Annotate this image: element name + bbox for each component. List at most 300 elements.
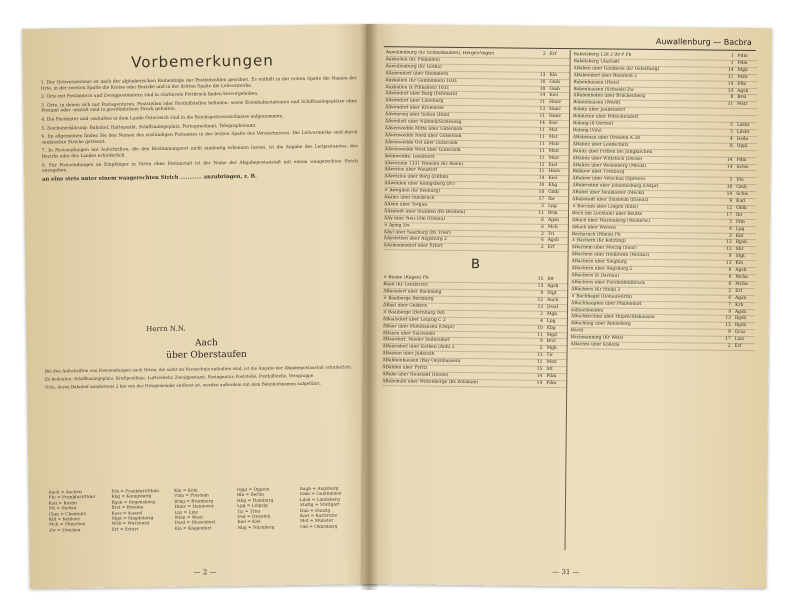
district-code: Pdm (736, 157, 747, 163)
district-code: Mgb (737, 67, 748, 73)
zone-number: 6 (541, 217, 544, 223)
district-code: Pdm (737, 60, 748, 66)
zone-number: 15 (536, 366, 543, 372)
place-name: ΔAzmannsdorf über Erfurt (383, 243, 443, 250)
zone-number: 14 (727, 67, 734, 73)
zone-number: 13 (536, 353, 543, 359)
place-name: ΔBaar über Mühlhausen (Ostpr) (382, 323, 455, 330)
zone-number: 11 (536, 359, 543, 366)
abbreviation-entry: Aach = Aachen (48, 490, 82, 496)
district-code: Kln (735, 261, 744, 267)
district-code: Lpg (548, 203, 557, 209)
zone-number: 14 (539, 93, 546, 99)
district-code: Sbr (735, 247, 744, 253)
place-name: ΔBabstadt über Sinsheim (Elsenz) (572, 197, 649, 203)
district-code: Hnnv (549, 114, 562, 120)
zone-number: 6 (728, 281, 732, 287)
zone-number: 11 (727, 102, 734, 108)
directory-row (382, 379, 566, 388)
zone-number (722, 171, 732, 177)
place-name: ΔAvendorf über Kroienese (385, 105, 444, 112)
district-code: Mst (548, 134, 558, 140)
zone-number: 2 (542, 51, 546, 57)
district-code: Kbl (735, 233, 744, 239)
paragraph: 4. Die Postämter und -anstalten in dem Lande Österreich sind in die Reichspostverzeichnisse aufgenommen. (41, 114, 284, 123)
place-name: ΔBaasen über Jüderath (382, 351, 435, 357)
zone-number: 7 (728, 302, 732, 308)
district-code: Kbg (546, 325, 556, 331)
place-name: Bachmanning (Kr Wels) (570, 335, 624, 341)
district-code: Stt (547, 277, 554, 283)
district-code: Hnnv (549, 100, 562, 106)
place-name: Babing (Vils) (572, 128, 602, 134)
paragraph: Bei den Aufschriften von Postsendungen nach Orten, die nicht im Verzeichnis enthalten sind, ist die Angabe der Abgabepostanstalt erforderlich. (44, 364, 353, 374)
abbreviation-entry: Chm = Chemnitz (48, 511, 87, 518)
district-code: Agsb (547, 238, 559, 244)
district-code: Lpg (546, 318, 556, 324)
place-name: Babelsberg 128 2 99 P Fh (573, 52, 632, 58)
zone-number (723, 116, 733, 122)
place-name: ΔAxstedt über Stubben (Bz Bremen) (384, 209, 466, 215)
district-code (732, 171, 756, 177)
district-code: Erf (549, 51, 557, 57)
directory-column-right (571, 52, 758, 351)
abbreviation-entry: Tir = Trier (237, 509, 261, 515)
zone-number: 14 (727, 81, 734, 87)
abbreviation-entry: Kbl = Koblenz (48, 517, 80, 523)
place-name: ΔBachhaupten über Pfullendorf (571, 300, 642, 307)
district-code: Mstr (546, 360, 558, 366)
abbreviation-entry: Kla = Klagenfurt (174, 526, 212, 532)
stroke-instruction: an eine stets unter einem waagerechten Strich ............ anzubringen, z. B. (42, 173, 257, 183)
abbreviation-entry: Stuttg = Stuttgart (299, 502, 340, 509)
paragraph: 5. Zeichenerklärung: Bahnhof, Haltepunkt, Schiffsanlegeplatz, Fernsprechamt, Telegraphenamt. (41, 123, 257, 132)
zone-number: 1 (730, 53, 734, 59)
zone-number: 11 (538, 155, 545, 161)
zone-number: 6 (728, 274, 732, 280)
abbreviation-entry: Old = Oldenburg (300, 524, 338, 530)
district-code: Tri (547, 231, 555, 237)
district-code: Rgsb (734, 323, 747, 329)
district-code: Kiel (548, 176, 558, 182)
running-head: Auwallenburg — Bacbra (655, 37, 752, 48)
zone-number: 13 (727, 88, 734, 94)
abbreviation-entry: Dsd = Dresden (237, 514, 271, 520)
zone-number: 11 (539, 141, 545, 147)
abbreviation-entry: Lpg = Leipzig (237, 503, 268, 510)
place-name: Auxkallen (x Pillkallen) 1031 (385, 84, 450, 91)
zone-number: 2 (540, 245, 544, 251)
abbreviation-entry: Mgd = Magdeburg (111, 516, 154, 522)
zone-number: 6 (728, 267, 732, 273)
place-name: Babenhausen (Schwab) Zw (573, 86, 634, 93)
place-name: ΔBaalsdorf über Leipzig C 2 (382, 316, 446, 323)
district-code: Mstr (737, 102, 748, 108)
zone-number: 6 (540, 238, 544, 244)
abbreviation-entry: Wzb = Würzburg (111, 521, 150, 528)
zone-number: 6 (541, 224, 544, 230)
zone-number: 11 (538, 169, 545, 175)
district-code: Graz (734, 330, 746, 336)
zone-number: 8 (730, 95, 734, 101)
district-code: Stt (546, 366, 553, 373)
place-name: ΔBabe über Neustadt (Dosse) (382, 372, 449, 378)
place-name: ΔAy über Neu-Ulm (Donau) (383, 215, 446, 222)
page-number-right: — 31 — (552, 567, 580, 577)
place-name: Babelsberg Ufastadt (573, 59, 620, 65)
directory-row (571, 342, 755, 351)
place-name: ΔAvenwedde Nord über Gütersloh (384, 133, 462, 139)
abbreviation-entry: Ffo = Frankfurt/Oder (48, 495, 96, 501)
intro-text (41, 76, 358, 186)
place-name: ΔBachern über Siegburg (571, 259, 627, 265)
place-name: Auwallenburg (Kr Schmalkalden), Herges-Vogtei (385, 50, 495, 57)
district-code: Ibr (548, 196, 555, 202)
place-name: ΔAvenloft über Nübbell/Schleswig (384, 119, 462, 126)
zone-number: 11 (539, 127, 545, 133)
district-code: Kiel (549, 93, 558, 99)
zone-number: 14 (726, 164, 733, 170)
zone-number: 12 (726, 205, 733, 211)
place-name: Axams über Innsbruck (384, 195, 435, 201)
page-number-left: — 2 — (193, 568, 217, 577)
abbreviation-entry: Stt = Stettin (48, 506, 77, 512)
place-name: ΔAuxendorf über Stemmern (385, 70, 449, 77)
place-name: ΔBachern über Augsburg 2 (571, 266, 633, 272)
district-code: Ffo (736, 178, 744, 184)
abbreviation-entry: Oppl = Oppeln (236, 487, 270, 493)
zone-number: 14 (538, 176, 545, 182)
district-code: Mgb (546, 346, 557, 352)
place-name: Babkow über Treuburg (572, 169, 625, 176)
district-code (546, 66, 570, 72)
zone-number: 11 (537, 332, 543, 338)
abbreviation-entry: Hbg = Hamburg (237, 498, 274, 504)
zone-number: 13 (726, 247, 732, 253)
place-name: ΔBachern (Kr Stolp) 2 (571, 286, 621, 293)
abbreviation-entry: Pdm = Potsdam (174, 493, 209, 500)
zone-number: 10 (537, 325, 543, 331)
district-code (733, 109, 757, 115)
zone-number: 17 (538, 196, 545, 202)
paragraph: 2. Orte mit Postämtern und Zweigpostämtern sind in stärkerem Fettdruck finden hervorgehoben. (40, 91, 259, 100)
paragraph: 8. Für Postsendungen an Empfänger in Orten ohne Postanstalt ist der Name der Abgabepostanstalt mit einem waagerechten Strich anzugeben. (41, 158, 358, 174)
district-code: Stgt (547, 290, 557, 297)
place-name: ΔAvenwedde Mitte über Gütersloh (384, 126, 463, 132)
zone-number: 5 (730, 122, 733, 128)
district-code: Mch (547, 224, 558, 230)
abbreviation-entry: Hnnv = Hannover (174, 504, 214, 510)
zone-number: 5 (730, 129, 733, 135)
zone-number: 11 (539, 100, 546, 106)
place-name: ΔAvendorf über Lüneburg (385, 98, 444, 105)
zone-number: 9 (727, 330, 731, 336)
abbreviation-entry: Nbg = Nürnberg (237, 525, 275, 531)
place-name: ΔBaardorf, Nieder Seifersdorf (382, 337, 450, 344)
district-code: Ldsht (736, 122, 750, 129)
zone-number: 12 (538, 162, 545, 168)
abbreviation-entry: Augb = Augsburg (299, 486, 339, 493)
zone-number: 9 (729, 198, 733, 204)
district-code: Pdm (546, 380, 557, 386)
zone-number: 2 (540, 231, 544, 237)
place-name: ΔBachra über Kölleda (570, 342, 620, 348)
district-code: Agsb (737, 88, 749, 94)
place-name: ΔAystetten über Augsburg 2 (383, 236, 447, 243)
place-name: ΔBaarn über Salzwedel (382, 330, 435, 337)
left-page (22, 24, 378, 589)
district-code: Brsl (546, 339, 556, 345)
district-code: Mst (548, 127, 558, 133)
place-name: ΔBabitz über Wesenberg (Meckl) (572, 162, 647, 169)
abbreviation-entry: Kln = Köln (174, 488, 198, 494)
zone-number (536, 66, 546, 72)
zone-number: 13 (725, 323, 731, 329)
zone-number: 14 (536, 380, 543, 386)
directory-row (384, 244, 568, 253)
district-code: Rgsb (735, 240, 747, 246)
district-code: Rgsb (734, 316, 747, 322)
abbreviation-entry: Kiel = Kiel (237, 520, 261, 526)
zone-number: 10 (726, 184, 733, 191)
place-name: ΔBabbin über Pyritz (382, 365, 428, 371)
place-name: ΔBachern (b Dachau) (571, 273, 620, 279)
abbreviation-entry: Bln = Berlin (236, 492, 264, 499)
zone-number: 11 (539, 134, 545, 140)
district-code: Gmb (736, 185, 747, 191)
place-name: ΔBabrosten über Johannisburg (Ostpr) (572, 183, 659, 190)
zone-number: 13 (539, 72, 546, 78)
abbreviation-entry: Kbg = Königsberg (111, 494, 152, 501)
district-code: Mstr (548, 155, 560, 161)
zone-number: 14 (726, 157, 733, 163)
zone-number: 5 (729, 178, 733, 184)
district-code: Erf (547, 245, 555, 251)
abbreviation-entry: Brsl = Breslau (111, 505, 144, 511)
place-name: ΔBabekuhl über Wittenberge (Bz Potsdam) (382, 379, 479, 386)
zone-number (536, 59, 546, 65)
place-name: ΔBaal über Geldern (383, 303, 428, 309)
place-name: ΔBach über Marienberg (Westerw) (571, 217, 650, 224)
district-code: Dsdn (736, 136, 749, 142)
place-name: ΔAvenwedde Ost über Gütersloh (384, 139, 458, 146)
district-code: Schw (736, 164, 749, 170)
place-name: ΔBabitz über Leobschütz (572, 141, 629, 148)
sample-address-name: Herrn N.N. (146, 324, 186, 334)
district-code: Gmb (549, 79, 560, 85)
district-code: Schw (736, 191, 749, 198)
legend-text (45, 364, 361, 393)
abbreviation-entry: Kslt = Koslin (48, 500, 77, 507)
zone-number: 5 (541, 203, 545, 209)
place-name: ΔBach über Wersen (571, 224, 616, 231)
place-name: ΔBaarsdorf über Kothen (Anh) 2 (382, 344, 455, 351)
district-code: Mgb (546, 311, 558, 317)
zone-number: 14 (539, 120, 545, 126)
place-name: ΔAxen über Torgau (384, 202, 428, 208)
place-name: ΔBachem über Merzig (Saar) (571, 245, 637, 252)
district-code: Kiel (548, 120, 558, 127)
district-code (546, 59, 570, 65)
abbreviation-entry: Brbg = Bromberg (174, 499, 214, 505)
paragraph: Es bedeuten: Schiffsanlegeplatz, Kraftpostlinie, Luftverkehr, Zweigpostamt, Postagentur, Poststelle, Posthilfstelle, Ortsgruppe. (44, 373, 315, 382)
zone-number: 8 (729, 143, 733, 149)
district-code: Ibr (735, 212, 743, 218)
abbreviation-entry: Dan = Danzig (299, 508, 331, 514)
place-name: ΔBachling über Abensberg (570, 321, 631, 328)
directory-column-left (382, 50, 570, 388)
district-code: Brm (548, 210, 558, 216)
place-name: × Bachhagel (Donauwörth) (571, 293, 633, 300)
district-code: Oppl (736, 143, 748, 149)
place-name: Bachl (570, 328, 584, 334)
zone-number: 11 (538, 210, 545, 216)
district-code: Lpg (735, 226, 745, 232)
sample-address-town: Aach (195, 338, 218, 349)
place-name: × Awegilen (Kr Seeburg) (384, 188, 441, 194)
district-code: Agsb (735, 295, 747, 301)
abbreviation-entry: Karl = Karlsruhe (300, 513, 338, 520)
district-code: Mchn (735, 281, 748, 287)
zone-number: 2 (728, 288, 732, 294)
place-name: ΔBachkirchen über Hilprechtshausen (570, 314, 655, 321)
place-name: ΔAvenwedde West über Gütersloh (384, 146, 461, 153)
district-code: Mstr (548, 141, 560, 147)
place-name: ΔBabst über Neukloster (Meckl) (572, 190, 645, 197)
place-name: × Aying Zw (383, 222, 410, 229)
place-name: ΔAvenrieg über Soltau (Han) (385, 112, 450, 119)
place-name: Babitzten über Poltschendorf (573, 114, 639, 120)
place-name: ΔAvendorf über Burg (Fehmarn) (385, 91, 458, 98)
paragraph: Orte, deren Bahnhof mindestens 2 km von der Ortsgemeinde entfernt ist, werden außerdem mit dem Bahnhofsnamen aufgeführt. (45, 381, 322, 390)
district-code: Erf (734, 343, 742, 349)
place-name: ΔBabenhofen über Brückenberg (573, 93, 646, 100)
district-code (733, 116, 757, 122)
place-name: ΔBabow über Vetschau (Spreew) (572, 176, 646, 183)
abbreviation-entry: Mst = Münster (300, 518, 334, 525)
place-name: Babenhausen (Hess) (573, 79, 620, 86)
zone-number: 9 (728, 254, 732, 260)
district-code: Mgd (546, 332, 557, 338)
abbreviation-entry: Kass = Kassel (111, 510, 143, 517)
place-name: × Baabe (Rügen) Fh (383, 275, 429, 281)
place-name: Avenwedde, Isselhorst (384, 153, 435, 160)
place-name: ΔAverlos über Woustorf (384, 167, 438, 174)
abbreviation-entry: Mch = München (48, 522, 86, 528)
zone-number (723, 109, 733, 115)
place-name: ΔBachem über Heilbronn (Neckar) (571, 252, 650, 259)
zone-number: 13 (539, 107, 546, 113)
district-code: Agsb (734, 309, 747, 315)
place-name: Bach (im Lechtale) über Reutte (572, 210, 643, 217)
zone-number: 2 (540, 311, 543, 317)
section-letter-b: B (470, 257, 481, 273)
zone-number: 13 (725, 260, 732, 267)
district-code: Stgt (735, 254, 745, 260)
zone-number: 4 (729, 226, 732, 232)
zone-number: 2 (539, 346, 543, 352)
district-code: Erf (735, 288, 743, 294)
place-name: × Baccum über Lingen (Ems) (572, 204, 638, 210)
zone-number: 14 (536, 373, 543, 379)
district-code: Tir (546, 353, 554, 359)
district-code (733, 151, 757, 157)
district-code: Kbg (548, 183, 558, 189)
district-code: Brsl (737, 95, 747, 101)
district-code: Karl (736, 198, 746, 204)
place-name: ΔAyl über Saarburg (Bz Trier) (383, 229, 451, 236)
district-code: Mchn (735, 274, 749, 280)
place-name: ΔBaben über Goldbeck (Kr Osterburg) (573, 65, 660, 72)
place-name: Auxkallen (Kr Gumbinnen) 1031 (385, 77, 458, 84)
zone-number: 13 (725, 316, 731, 322)
zone-number: 10 (538, 183, 545, 189)
abbreviation-entry: Lnz = Linz (174, 510, 198, 516)
sample-address-via: über Oberstaufen (166, 349, 248, 361)
zone-number: 17 (725, 336, 731, 342)
zone-number: 11 (539, 148, 545, 154)
district-code: Aach (547, 297, 559, 304)
district-code: Ffm (735, 219, 745, 225)
place-name: ΔBabendorf über Bielefeld 2 (573, 72, 637, 79)
zone-number: 3 (729, 219, 732, 225)
zone-number: 13 (537, 304, 544, 310)
place-name: ΔBachern über Fürstenfeldbruck (571, 280, 645, 286)
paragraph: 1. Der Ortsverzeichnis ist nach der alphabetischen Reihenfolge der Postleitzahlen geordnet. Es enthält in der ersten Spalte die Namen der Orte, in der zweiten Spalte die Kreise oder Bezirke und in der dritten Spalte die Leitvermerke. (40, 76, 357, 92)
zone-number: 10 (539, 86, 546, 92)
district-code: Kln (549, 72, 558, 78)
zone-number: 10 (539, 79, 546, 85)
place-name: Auxkallen (Kr Pillkallen) (385, 57, 440, 63)
zone-number: 11 (539, 113, 546, 120)
page-title: Vorbemerkungen (131, 51, 274, 72)
book-gutter (360, 24, 378, 590)
place-name: ΔBabbenhausen (Bay Oeynhausen) (382, 358, 461, 365)
paragraph: 6. Im allgemeinen finden Sie den Namen des zuständigen Postamtes in der letzten Spalte des Verzeichnisses. Die Leitvermerke sind durch senkrechte Striche getrennt. (41, 130, 358, 146)
abbreviation-table (48, 486, 359, 534)
book-spread (22, 24, 777, 592)
abbreviation-entry: Zw = Zwickau (49, 527, 81, 534)
district-code: Krh (735, 302, 744, 308)
district-code: Oldb (736, 205, 747, 211)
zone-number: 11 (727, 74, 734, 80)
district-code: Dssd (547, 304, 558, 310)
place-name: ΔAwelden über Königsberg (Pr) (384, 181, 455, 188)
abbreviation-entry: Gmb = Gumbinnen (299, 491, 342, 498)
district-code: Pdm (737, 53, 748, 59)
zone-number: 15 (537, 277, 544, 283)
zone-number: 12 (537, 297, 544, 303)
zone-number: 9 (540, 290, 544, 296)
district-code: Gmb (549, 86, 560, 92)
zone-number: 4 (540, 318, 543, 324)
place-name: salbachheiden (570, 307, 604, 314)
district-code: Mstr (548, 148, 560, 154)
place-name: ΔBabitz über Wittstock (Dosse) (572, 155, 643, 162)
district-code: Hnnv (548, 169, 561, 175)
zone-number: 17 (726, 212, 733, 218)
zone-number: 9 (539, 339, 543, 345)
district-code: Hnnv (549, 107, 562, 113)
district-code: Kiel (548, 162, 558, 168)
place-name: × Bachern (Kr Kötzting) (571, 238, 626, 245)
abbreviation-entry: Wien = Wien (174, 515, 203, 521)
zone-number (723, 150, 733, 156)
zone-number: 10 (538, 189, 545, 195)
zone-number: 14 (726, 191, 733, 197)
place-name: Babing (8 Oerten) (572, 121, 614, 127)
zone-number: 4 (729, 136, 733, 142)
